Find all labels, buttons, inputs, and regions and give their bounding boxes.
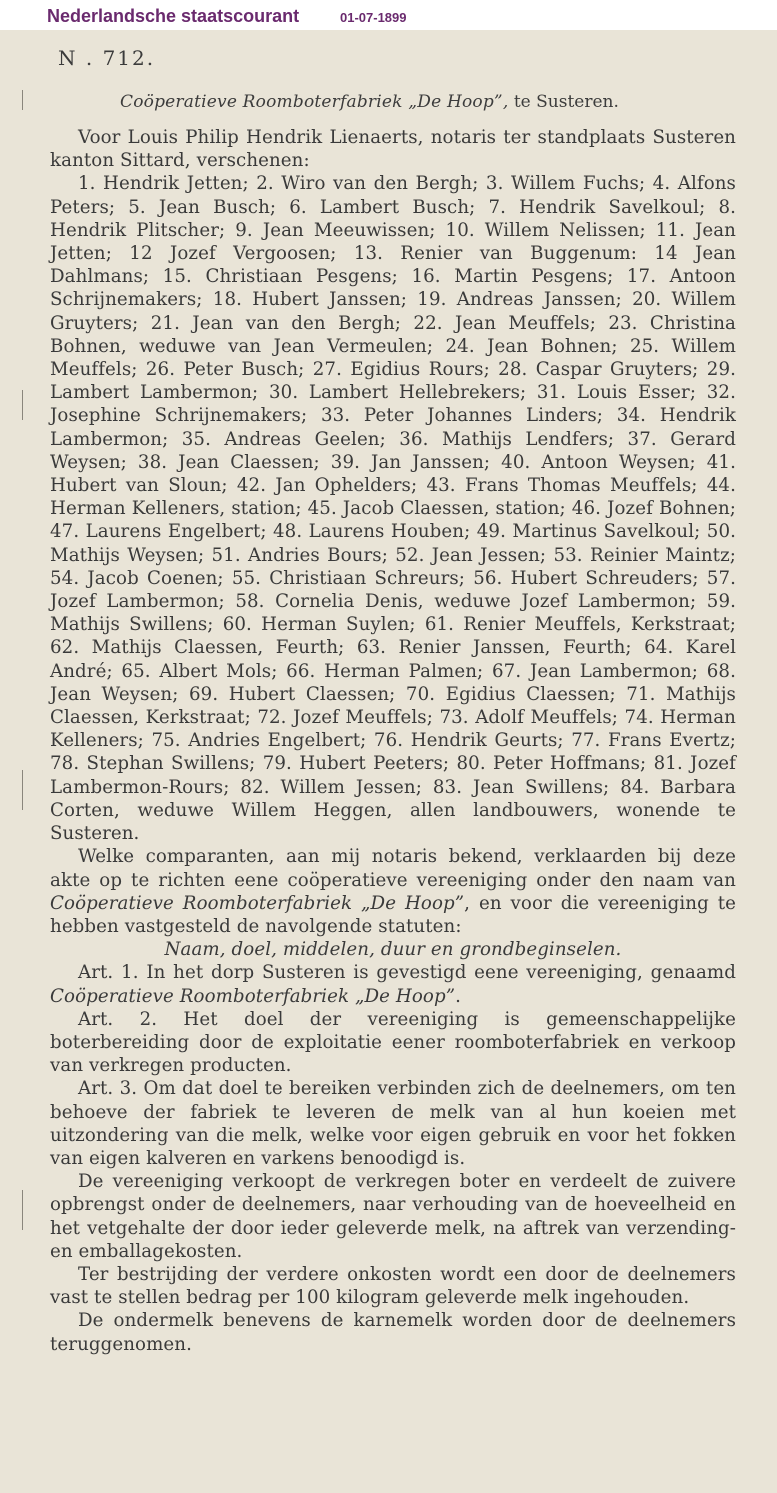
article-body xyxy=(50,126,736,1356)
margin-mark xyxy=(22,90,23,110)
founding-paragraph xyxy=(50,845,736,938)
margin-mark xyxy=(22,1190,23,1230)
margin-mark xyxy=(22,390,23,420)
article-2: Art. 2. Het doel der vereeniging is gemeenschappelijke boterbereiding door de exploitatie eener roomboterfabriek en verkoop van verkregen producten. xyxy=(50,1008,736,1077)
costs-paragraph: Ter bestrijding der verdere onkosten wordt een door de deelnemers vast te stellen bedrag per 100 kilogram geleverde melk ingehouden. xyxy=(50,1263,736,1309)
intro-paragraph: Voor Louis Philip Hendrik Lienaerts, notaris ter standplaats Susteren kanton Sittard, verschenen: xyxy=(50,127,736,172)
scanned-page xyxy=(0,30,777,1493)
cooperative-name: Coöperatieve Roomboterfabriek „De Hoop”, xyxy=(120,92,509,112)
article-3: Art. 3. Om dat doel te bereiken verbinden zich de deelnemers, om ten behoeve der fabriek te leveren de melk van al hun koeien met uitzondering van die melk, welke voor eigen gebruik en voor het fokken van eigen kalveren en varkens benoodigd is. xyxy=(50,1078,736,1169)
article-1 xyxy=(50,961,736,1007)
founding-cooperative-name: Coöperatieve Roomboterfabriek „De Hoop” xyxy=(50,892,465,914)
title-place: te Susteren. xyxy=(508,92,619,112)
article-1-text: Art. 1. In het dorp Susteren is gevestigd eene vereeniging, genaamd xyxy=(78,962,736,984)
founding-text-end: , en voor die vereeniging te hebben vastgesteld de navolgende statuten: xyxy=(50,892,737,937)
founding-text: Welke comparanten, aan mij notaris bekend, verklaarden bij deze akte op te richten eene coöperatieve vereeniging onder den naam van xyxy=(50,846,736,891)
skim-milk-paragraph: De ondermelk benevens de karnemelk worden door de deelnemers teruggenomen. xyxy=(50,1310,736,1355)
article-1-end: . xyxy=(455,985,461,1007)
sales-paragraph: De vereeniging verkoopt de verkregen boter en verdeelt de zuivere opbrengst onder de deelnemers, naar verhouding van de hoeveelheid en het vetgehalte der door ieder geleverde melk, na aftrek van verzending- en emballagekosten. xyxy=(50,1171,736,1262)
article-1-name: Coöperatieve Roomboterfabriek „De Hoop” xyxy=(50,985,456,1007)
archive-header xyxy=(0,0,777,30)
article-title xyxy=(120,92,619,112)
margin-mark xyxy=(22,770,23,810)
section-subheading: Naam, doel, middelen, duur en grondbeginselen. xyxy=(164,939,622,961)
publication-date: 01-07-1899 xyxy=(340,10,407,25)
page-number: N . 712. xyxy=(58,46,156,70)
member-list: 1. Hendrik Jetten; 2. Wiro van den Bergh; 3. Willem Fuchs; 4. Alfons Peters; 5. Jean Busch; 6. Lambert Busch; 7. Hendrik Savelkoul; 8. Hendrik Plitscher; 9. Jean Meeuwissen; 10. Willem Nelissen; 11. Jean Jetten; 12 Jozef Vergoosen; 13. Renier van Buggenum: 14 Jean Dahlmans; 15. Christiaan Pesgens; 16. Martin Pesgens; 17. Antoon Schrijnemakers; 18. Hubert Janssen; 19. Andreas Janssen; 20. Willem Gruyters; 21. Jean van den Bergh; 22. Jean Meuffels; 23. Christina Bohnen, weduwe van Jean Vermeulen; 24. Jean Bohnen; 25. Willem Meuffels; 26. Peter Busch; 27. Egidius Rours; 28. Caspar Gruyters; 29. Lambert Lambermon; 30. Lambert Hellebrekers; 31. Louis Esser; 32. Josephine Schrijnemakers; 33. Peter Johannes Linders; 34. Hendrik Lambermon; 35. Andreas Geelen; 36. Mathijs Lendfers; 37. Gerard Weysen; 38. Jean Claessen; 39. Jan Janssen; 40. Antoon Weysen; 41. Hubert van Sloun; 42. Jan Ophelders; 43. Frans Thomas Meuffels; 44. Herman Kelleners, station; 45. Jacob Claessen, station; 46. Jozef Bohnen; 47. Laurens Engelbert; 48. Laurens Houben; 49. Martinus Savelkoul; 50. Mathijs Weysen; 51. Andries Bours; 52. Jean Jessen; 53. Reinier Maintz; 54. Jacob Coenen; 55. Christiaan Schreurs; 56. Hubert Schreuders; 57. Jozef Lambermon; 58. Cornelia Denis, weduwe Jozef Lambermon; 59. Mathijs Swillens; 60. Herman Suylen; 61. Renier Meuffels, Kerkstraat; 62. Mathijs Claessen, Feurth; 63. Renier Janssen, Feurth; 64. Karel André; 65. Albert Mols; 66. Herman Palmen; 67. Jean Lambermon; 68. Jean Weysen; 69. Hubert Claessen; 70. Egidius Claessen; 71. Mathijs Claessen, Kerkstraat; 72. Jozef Meuffels; 73. Adolf Meuffels; 74. Herman Kelleners; 75. Andries Engelbert; 76. Hendrik Geurts; 77. Frans Evertz; 78. Stephan Swillens; 79. Hubert Peeters; 80. Peter Hoffmans; 81. Jozef Lambermon-Rours; 82. Willem Jessen; 83. Jean Swillens; 84. Barbara Corten, weduwe Willem Heggen, allen landbouwers, wonende te Susteren. xyxy=(50,173,736,845)
newspaper-title: Nederlandsche staatscourant xyxy=(47,6,300,26)
